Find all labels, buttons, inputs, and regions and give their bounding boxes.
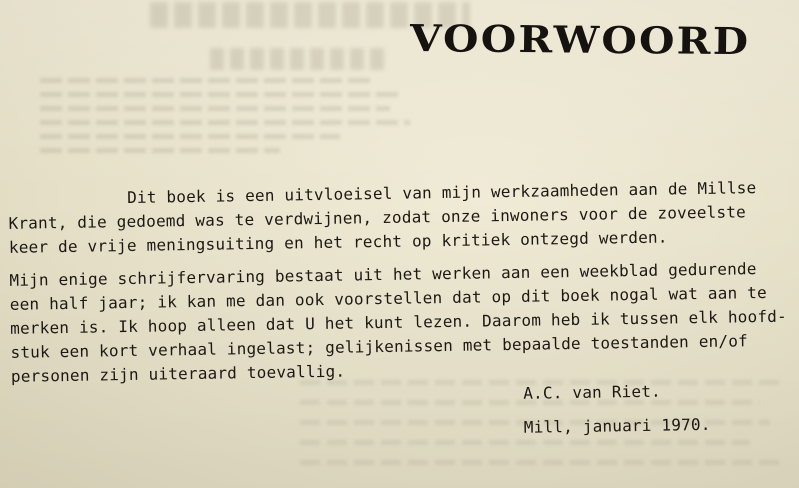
paragraph-2-line: personen zijn uiteraard toevallig. [10, 361, 346, 386]
ghost-line [40, 134, 340, 139]
page-title: VOORWOORD [409, 16, 751, 64]
ghost-line [40, 78, 370, 83]
ghost-line [40, 92, 400, 97]
paragraph-1-line: Dit boek is een uitvloeisel van mijn werkzaamheden aan de Millse [126, 178, 757, 208]
paragraph-1-line: keer de vrije meningsuiting en het recht op kritiek ontzegd werden. [8, 227, 668, 257]
signature-place-date: Mill, januari 1970. [523, 414, 711, 437]
preface-body [0, 177, 799, 437]
paragraph-2-line: stuk een kort verhaal ingelast; gelijkenissen met bepaalde toestanden en/of [10, 331, 749, 362]
ghost-line [300, 440, 750, 445]
paragraph-2-line: merken is. Ik hoop alleen dat U het kunt lezen. Daarom heb ik tussen elk hoofd- [10, 306, 788, 338]
paragraph-1-line: Krant, die gedoemd was te verdwijnen, zodat onze inwoners voor de zoveelste [8, 202, 747, 233]
paragraph-2-line: een half jaar; ik kan me dan ook voorstellen dat op dit boek nogal wat aan te [9, 282, 767, 314]
ghost-line [300, 460, 780, 465]
signature-name: A.C. van Riet. [523, 381, 662, 403]
paragraph-2-line: Mijn enige schrijfervaring bestaat uit het werken aan een weekblad gedurende [9, 259, 757, 290]
ghost-line [40, 106, 390, 111]
ghost-heading [210, 48, 390, 70]
ghost-line [40, 148, 280, 153]
ghost-line [40, 120, 410, 125]
